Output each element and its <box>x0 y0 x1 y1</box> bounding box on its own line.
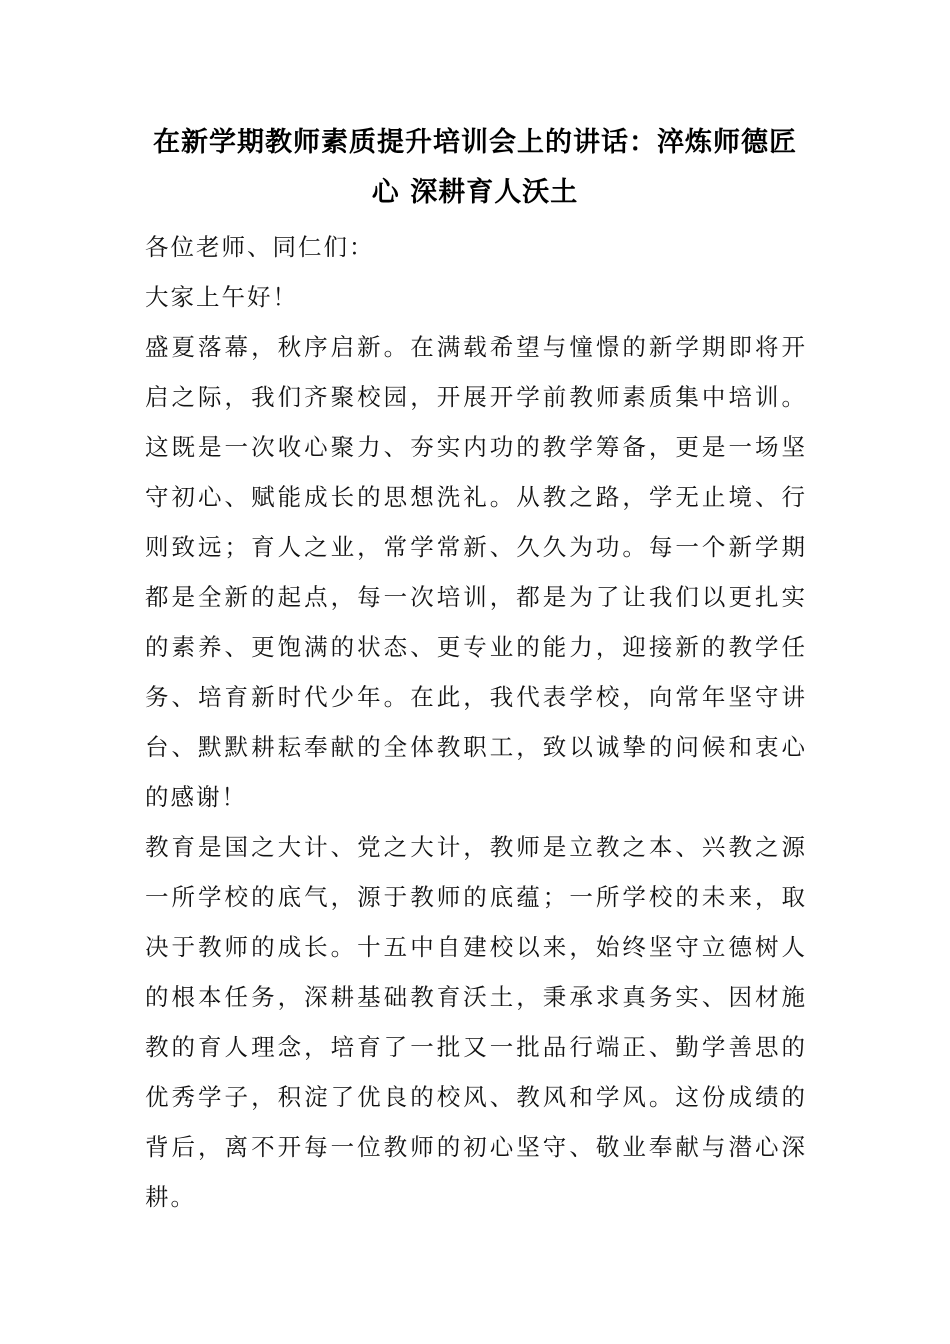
greeting: 大家上午好！ <box>145 283 298 311</box>
document-title: 在新学期教师素质提升培训会上的讲话：淬炼师德匠心 深耕育人沃土 <box>153 127 797 208</box>
document-body <box>145 222 807 1222</box>
paragraph: 盛夏落幕，秋序启新。在满载希望与憧憬的新学期即将开启之际，我们齐聚校园，开展开学前教师素质集中培训。这既是一次收心聚力、夯实内功的教学筹备，更是一场坚守初心、赋能成长的思想洗礼。从教之路，学无止境、行则致远；育人之业，常学常新、久久为功。每一个新学期都是全新的起点，每一次培训，都是为了让我们以更扎实的素养、更饱满的状态、更专业的能力，迎接新的教学任务、培育新时代少年。在此，我代表学校，向常年坚守讲台、默默耕耘奉献的全体教职工，致以诚挚的问候和衷心的感谢！ <box>145 333 807 811</box>
salutation: 各位老师、同仁们： <box>145 233 375 261</box>
paragraph: 教育是国之大计、党之大计，教师是立教之本、兴教之源一所学校的底气，源于教师的底蕴；一所学校的未来，取决于教师的成长。十五中自建校以来，始终坚守立德树人的根本任务，深耕基础教育沃土，秉承求真务实、因材施教的育人理念，培育了一批又一批品行端正、勤学善思的优秀学子，积淀了优良的校风、教风和学风。这份成绩的背后，离不开每一位教师的初心坚守、敬业奉献与潜心深耕。 <box>145 833 807 1211</box>
